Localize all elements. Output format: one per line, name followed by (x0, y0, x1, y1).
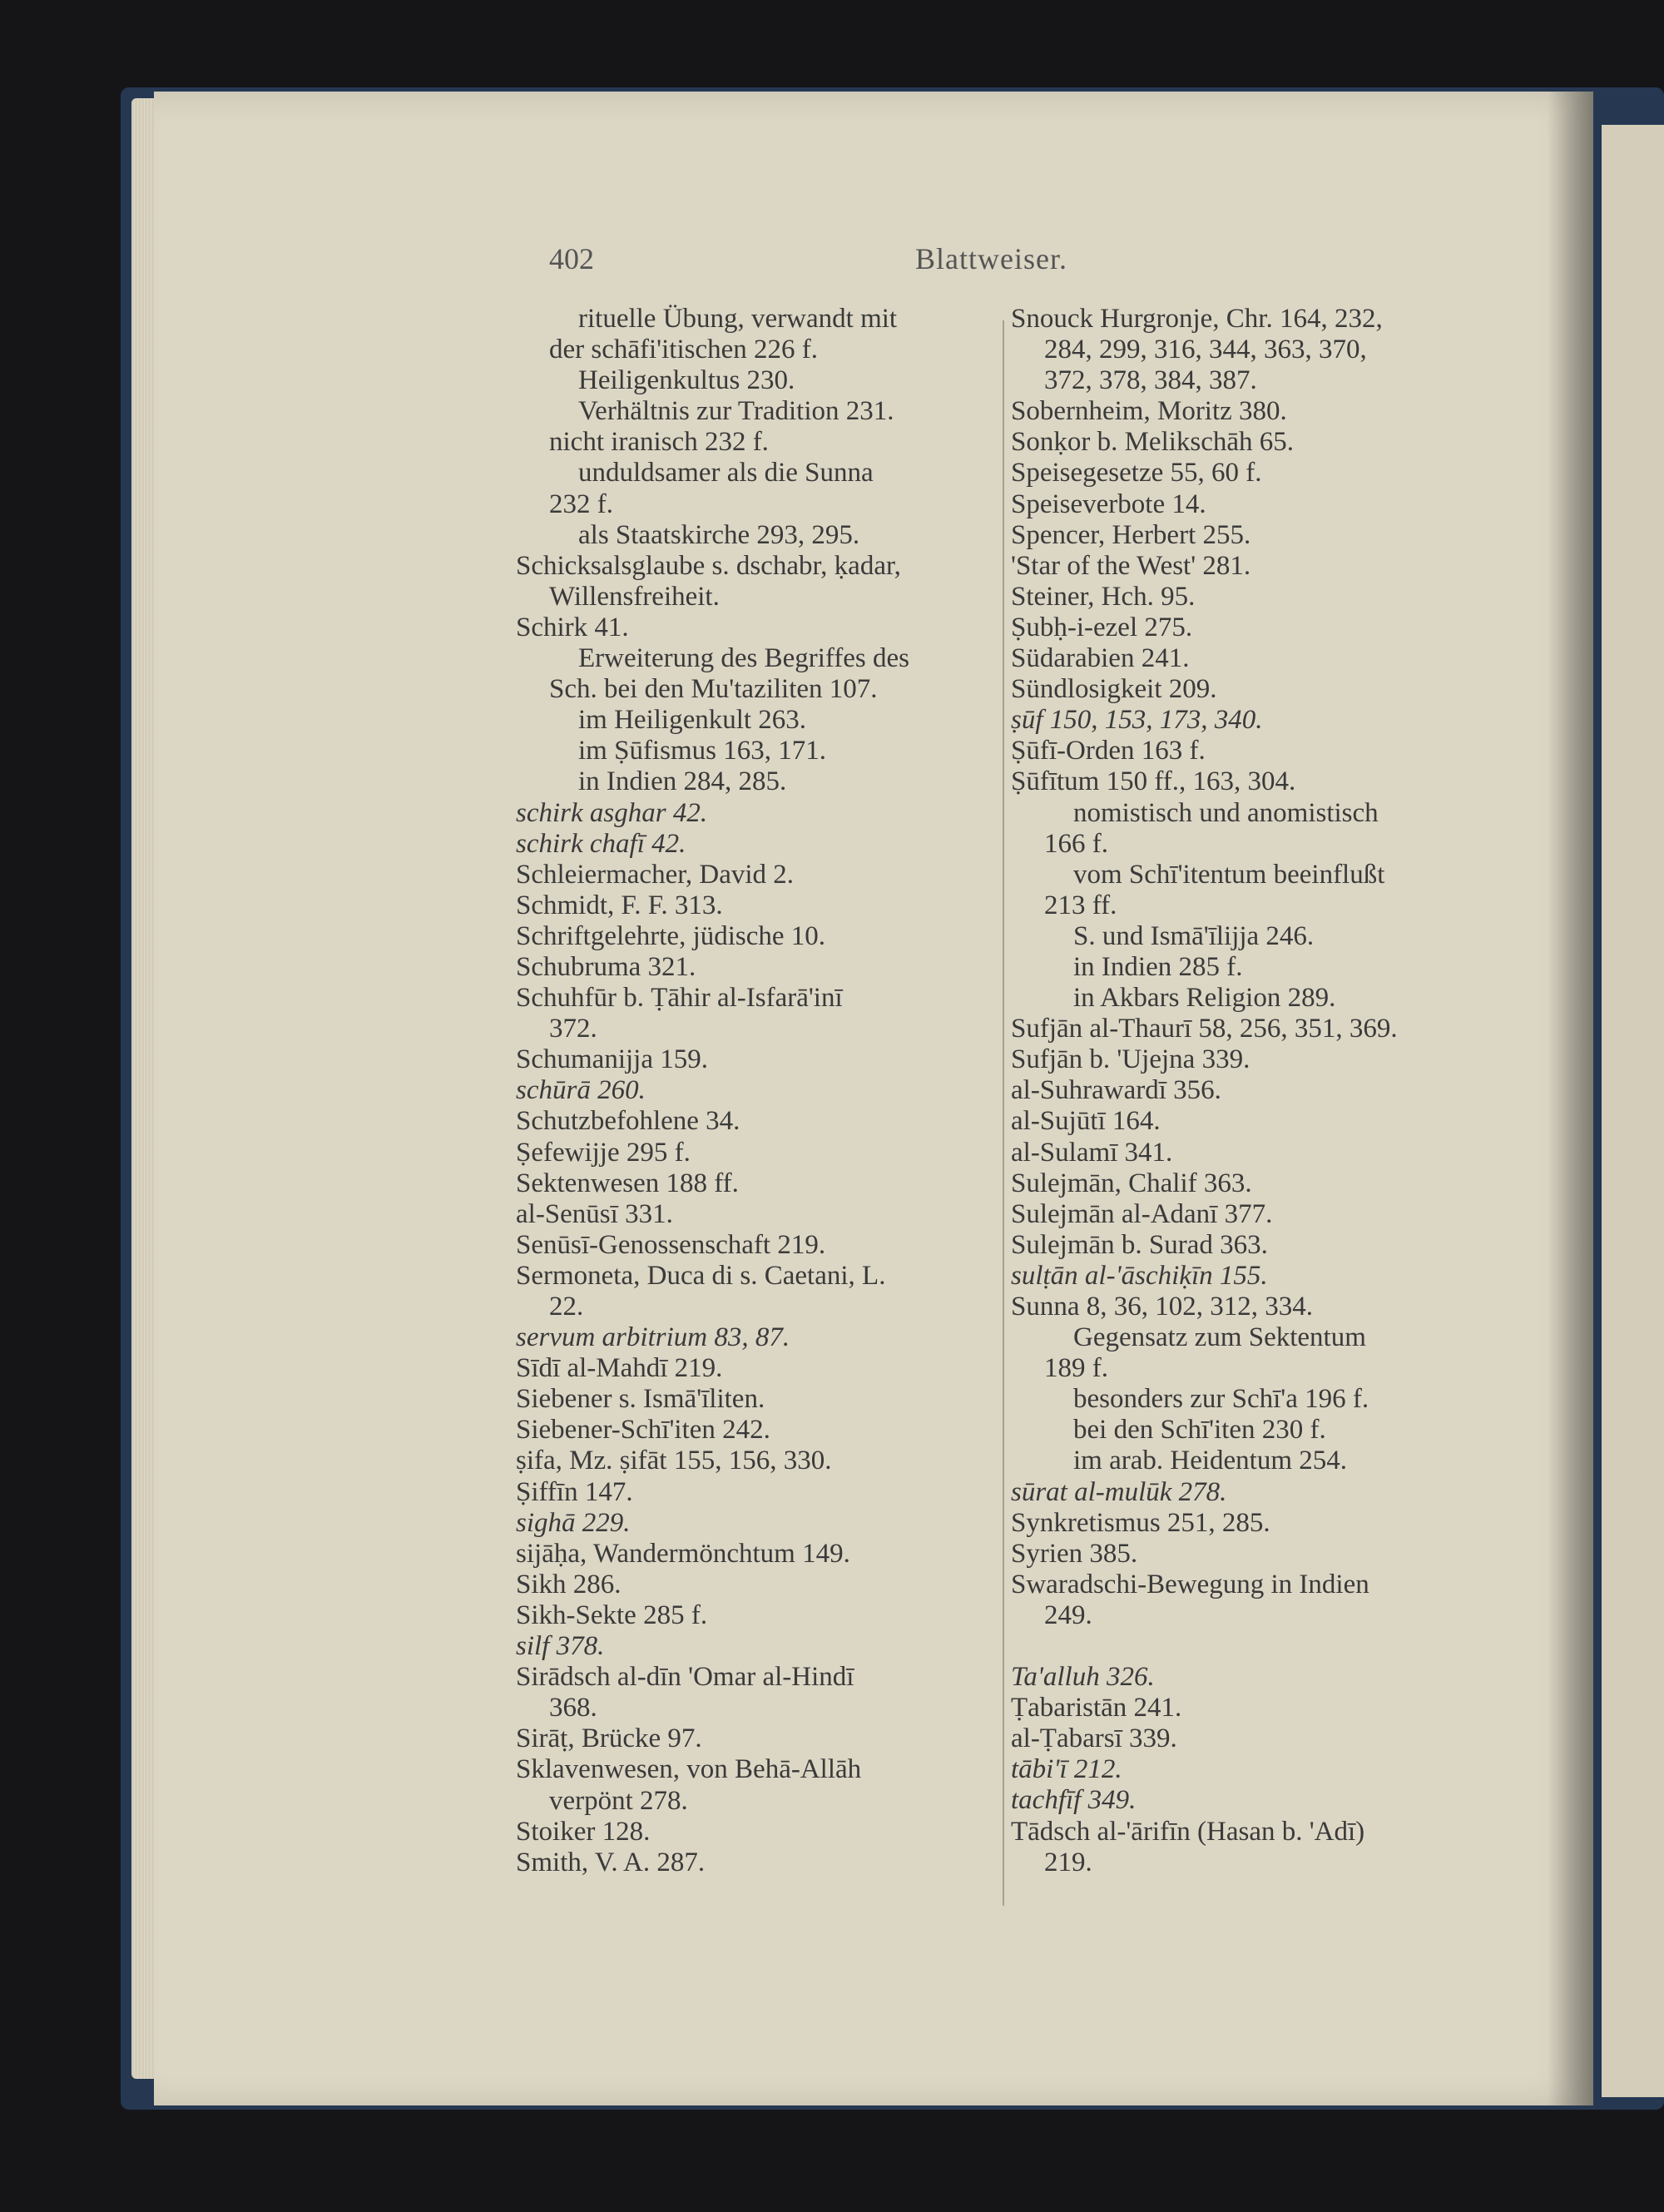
index-entry: 232 f. (549, 489, 613, 519)
index-entry: Sirādsch al-dīn 'Omar al-Hindī (516, 1662, 854, 1693)
index-entry: Gegensatz zum Sektentum (1073, 1322, 1366, 1353)
index-entry: Ṣūfītum 150 ff., 163, 304. (1011, 766, 1296, 797)
index-entry: servum arbitrium 83, 87. (516, 1322, 790, 1353)
facing-page-edge (1602, 125, 1664, 2097)
index-entry: Smith, V. A. 287. (516, 1847, 706, 1877)
index-entry: Sufjān b. 'Ujejna 339. (1011, 1044, 1250, 1075)
page-header: Blattweiser. (915, 242, 1067, 275)
index-entry: 368. (549, 1693, 597, 1723)
page-number: 402 (549, 242, 594, 275)
index-column-right (1011, 304, 1493, 1878)
index-entry: Schicksalsglaube s. dschabr, ḳadar, (516, 550, 901, 581)
index-entry: Sobernheim, Moritz 380. (1011, 396, 1287, 427)
index-entry: al-Sulamī 341. (1011, 1137, 1173, 1168)
index-entry: sūrat al-mulūk 278. (1011, 1476, 1227, 1507)
index-entry: Sch. bei den Mu'taziliten 107. (549, 674, 878, 705)
index-entry: al-Ṭabarsī 339. (1011, 1723, 1177, 1754)
column-divider (1003, 320, 1004, 1906)
index-entry: Schumanijja 159. (516, 1044, 708, 1075)
index-entry: vom Schī'itentum beeinflußt (1073, 859, 1385, 890)
index-entry: Schriftgelehrte, jüdische 10. (516, 920, 826, 951)
index-entry: verpönt 278. (549, 1785, 688, 1816)
index-entry: Schleiermacher, David 2. (516, 859, 795, 890)
index-entry: rituelle Übung, verwandt mit (578, 304, 898, 334)
index-entry: als Staatskirche 293, 295. (578, 519, 860, 550)
index-entry: nomistisch und anomistisch (1073, 797, 1379, 828)
index-entry: Speisegesetze 55, 60 f. (1011, 458, 1262, 489)
index-entry: sijāḥa, Wandermönchtum 149. (516, 1538, 850, 1569)
index-entry: Schubruma 321. (516, 951, 696, 982)
index-entry: Steiner, Hch. 95. (1011, 581, 1196, 612)
index-entry: schirk chafī 42. (516, 828, 686, 859)
index-entry: al-Sujūtī 164. (1011, 1106, 1161, 1137)
index-column-left (516, 304, 998, 1878)
index-entry: Südarabien 241. (1011, 643, 1190, 674)
index-entry: Ṭabaristān 241. (1011, 1693, 1182, 1723)
index-entry: 213 ff. (1044, 890, 1117, 920)
index-entry: Sīdī al-Mahdī 219. (516, 1353, 723, 1384)
index-entry: tābi'ī 212. (1011, 1754, 1122, 1785)
index-entry: Sklavenwesen, von Behā-Allāh (516, 1754, 862, 1785)
index-entry: Synkretismus 251, 285. (1011, 1507, 1270, 1538)
index-entry: im arab. Heidentum 254. (1073, 1446, 1348, 1476)
index-entry: 284, 299, 316, 344, 363, 370, (1044, 335, 1367, 365)
index-entry: Sulejmān b. Surad 363. (1011, 1229, 1268, 1260)
index-entry: Speiseverbote 14. (1011, 489, 1206, 519)
index-entry: sulṭān al-'āschiḳīn 155. (1011, 1260, 1268, 1291)
index-entry: Schmidt, F. F. 313. (516, 890, 723, 920)
index-entry: Schirk 41. (516, 612, 629, 642)
index-entry: 'Star of the West' 281. (1011, 550, 1251, 581)
index-entry: Spencer, Herbert 255. (1011, 519, 1251, 550)
index-entry: Swaradschi-Bewegung in Indien (1011, 1569, 1369, 1599)
index-entry: Syrien 385. (1011, 1538, 1138, 1569)
index-entry: Sulejmān, Chalif 363. (1011, 1168, 1252, 1198)
index-entry: S. und Ismā'īlijja 246. (1073, 920, 1315, 951)
index-entry: al-Suhrawardī 356. (1011, 1075, 1221, 1106)
index-entry: Schuhfūr b. Ṭāhir al-Isfarā'inī (516, 983, 843, 1014)
index-entry: im Heiligenkult 263. (578, 705, 807, 736)
index-entry: Ṣiffīn 147. (516, 1476, 633, 1507)
index-entry: Ṣūfī-Orden 163 f. (1011, 736, 1206, 766)
index-entry: 372. (549, 1014, 597, 1044)
index-entry: al-Senūsī 331. (516, 1198, 673, 1229)
index-entry: Sufjān al-Thaurī 58, 256, 351, 369. (1011, 1014, 1398, 1044)
index-entry: Sikh 286. (516, 1569, 622, 1599)
index-entry: Siebener-Schī'iten 242. (516, 1415, 770, 1446)
index-entry: 219. (1044, 1847, 1092, 1877)
index-entry: Siebener s. Ismā'īliten. (516, 1384, 765, 1415)
index-entry: 22. (549, 1292, 584, 1322)
index-entry: 372, 378, 384, 387. (1044, 365, 1257, 396)
index-entry: Sirāṭ, Brücke 97. (516, 1723, 702, 1754)
index-entry: in Indien 285 f. (1073, 951, 1243, 982)
index-entry: Sektenwesen 188 ff. (516, 1168, 739, 1198)
index-entry: unduldsamer als die Sunna (578, 458, 874, 489)
index-entry: tachfīf 349. (1011, 1785, 1137, 1816)
index-entry: besonders zur Schī'a 196 f. (1073, 1384, 1369, 1415)
index-entry: Snouck Hurgronje, Chr. 164, 232, (1011, 304, 1383, 334)
index-entry: Heiligenkultus 230. (578, 365, 795, 396)
index-entry: ṣifa, Mz. ṣifāt 155, 156, 330. (516, 1446, 832, 1476)
index-entry: in Akbars Religion 289. (1073, 983, 1336, 1014)
index-entry: in Indien 284, 285. (578, 766, 787, 797)
index-entry: 189 f. (1044, 1353, 1108, 1384)
index-entry: sighā 229. (516, 1507, 631, 1538)
index-entry: Ṣubḥ-i-ezel 275. (1011, 612, 1193, 642)
index-entry: bei den Schī'iten 230 f. (1073, 1415, 1326, 1446)
index-entry: Sunna 8, 36, 102, 312, 334. (1011, 1292, 1313, 1322)
index-entry: 249. (1044, 1599, 1092, 1630)
index-entry: Sikh-Sekte 285 f. (516, 1599, 708, 1630)
index-entry: Verhältnis zur Tradition 231. (578, 396, 894, 427)
index-entry: Sündlosigkeit 209. (1011, 674, 1217, 705)
index-entry: silf 378. (516, 1631, 605, 1662)
index-entry: nicht iranisch 232 f. (549, 427, 769, 458)
index-entry: schūrā 260. (516, 1075, 646, 1106)
index-entry: 166 f. (1044, 828, 1108, 859)
index-entry: Willensfreiheit. (549, 581, 720, 612)
index-entry: der schāfi'itischen 226 f. (549, 335, 819, 365)
index-entry: Tādsch al-'ārifīn (Hasan b. 'Adī) (1011, 1816, 1365, 1847)
index-entry: Senūsī-Genossenschaft 219. (516, 1229, 826, 1260)
index-entry: Sonḳor b. Melikschāh 65. (1011, 427, 1295, 458)
index-entry: Schutzbefohlene 34. (516, 1106, 740, 1137)
index-entry: schirk asghar 42. (516, 797, 708, 828)
index-entry: Stoiker 128. (516, 1816, 651, 1847)
index-gap (1011, 1631, 1493, 1662)
index-entry: im Ṣūfismus 163, 171. (578, 736, 826, 766)
index-entry: Sermoneta, Duca di s. Caetani, L. (516, 1260, 886, 1291)
index-entry: Sulejmān al-Adanī 377. (1011, 1198, 1273, 1229)
gutter-shadow (1548, 92, 1593, 2105)
index-entry: Erweiterung des Begriffes des (578, 643, 910, 674)
index-entry: Ṣefewijje 295 f. (516, 1137, 691, 1168)
index-entry: Ta'alluh 326. (1011, 1662, 1155, 1693)
index-entry: ṣūf 150, 153, 173, 340. (1011, 705, 1263, 736)
